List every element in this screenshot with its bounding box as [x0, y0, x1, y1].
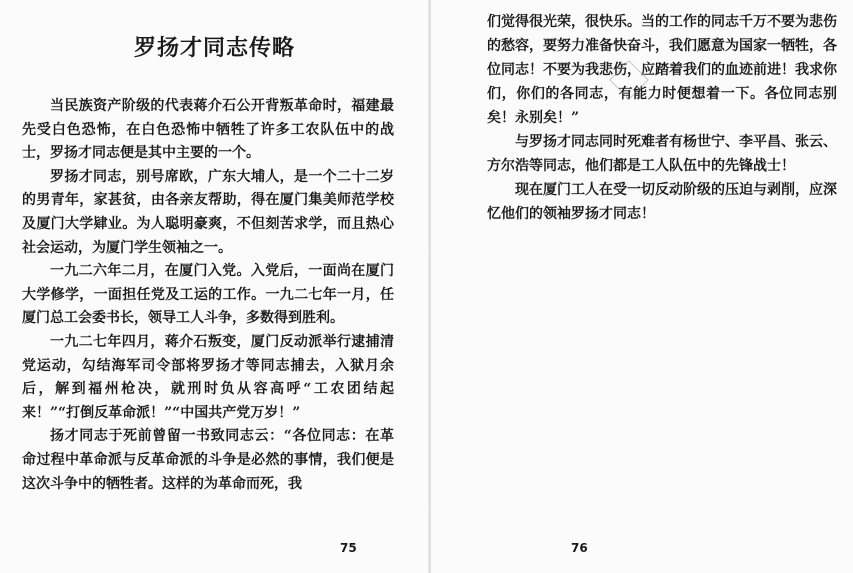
paragraph-party-joining: 一九二六年二月，在厦门入党。入党后，一面尚在厦门大学修学，一面担任党及工运的工作。一九二七年一月，任厦门总工会委书长，领导工人斗争，多数得到胜利。: [22, 263, 394, 327]
right-page-body: [487, 10, 837, 226]
paragraph-arrest: 一九二七年四月，蒋介石叛变，厦门反动派举行逮捕清党运动，勾结海军司令部将罗扬才等同志捕去，入狱月余后，解到福州枪决，就刑时负从容高呼“工农团结起来！”“打倒反革命派！”“中国共产党万岁！”: [22, 333, 394, 421]
page-number-left: 75: [340, 541, 357, 555]
paragraph-last-letter: 扬才同志于死前曾留一书致同志云：“各位同志：在革命过程中革命派与反革命派的斗争是必然的事情，我们便是这次斗争中的牺牲者。这样的为革命而死，我: [22, 428, 394, 492]
left-page-body: [22, 95, 394, 496]
paragraph-biography: 罗扬才同志，别号席欧，广东大埔人，是一个二十二岁的男青年，家甚贫，由各亲友帮助，得在厦门集美师范学校及厦门大学肄业。为人聪明豪爽，不但刻苦求学，而且热心社会运动，为厦门学生领袖之一。: [22, 168, 394, 256]
page-number-right: 76: [571, 541, 588, 555]
paragraph-fellow-martyrs: 与罗扬才同志同时死难者有杨世宁、李平昌、张云、方尔浩等同志，他们都是工人队伍中的先锋战士！: [487, 134, 837, 174]
right-page: [431, 0, 853, 573]
paragraph-letter-continued: 们觉得很光荣，很快乐。当的工作的同志千万不要为悲伤的愁容，要努力准备快奋斗，我们愿意为国家一牺牲，各位同志！不要为我悲伤，应踏着我们的血迹前进！我求你们，你们的各同志，有能力时便想着一下。各位同志别矣！永别矣！”: [487, 14, 837, 126]
paragraph-intro: 当民族资产阶级的代表蒋介石公开背叛革命时，福建最先受白色恐怖，在白色恐怖中牺牲了许多工农队伍中的战士，罗扬才同志便是其中主要的一个。: [22, 98, 394, 162]
article-title: 罗扬才同志传略: [133, 35, 295, 61]
paragraph-remembrance: 现在厦门工人在受一切反动阶级的压迫与剥削，应深忆他们的领袖罗扬才同志！: [487, 182, 837, 222]
